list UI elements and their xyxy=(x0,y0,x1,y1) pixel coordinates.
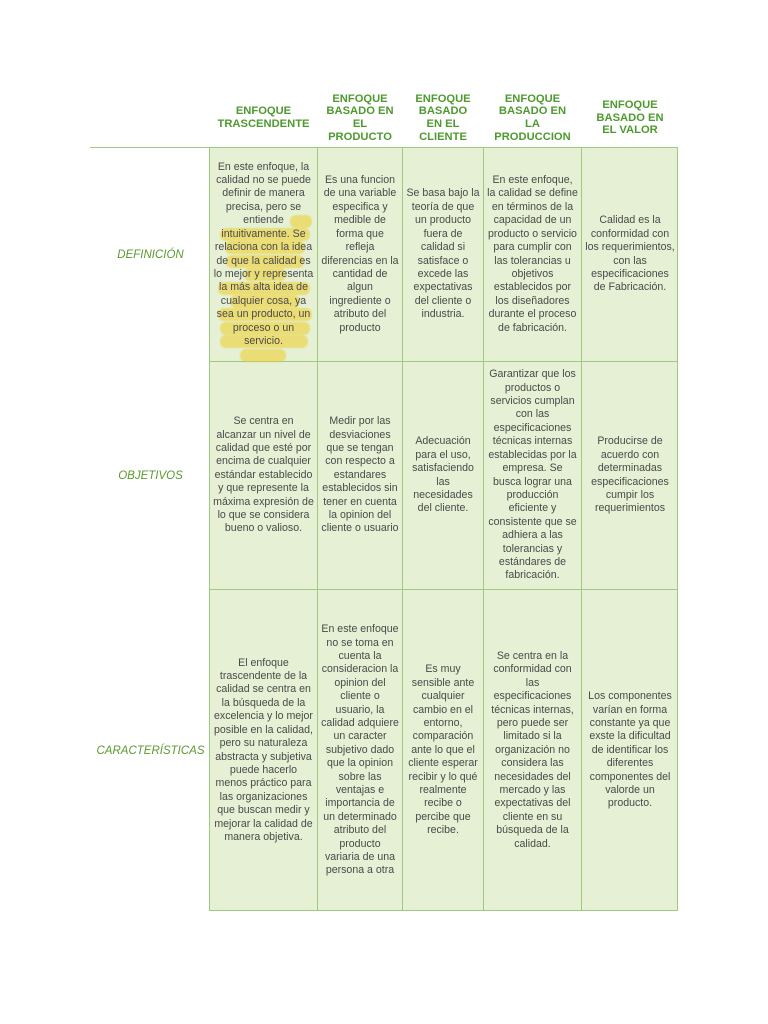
cell-caracteristicas-trascendente: El enfoque trascendente de la calidad se centra en la búsqueda de la excelencia y lo mejor posible en la calidad, pero su naturaleza abstracta y subjetiva puede hacerlo menos práctico para las organizaciones que buscan medir y mejorar la calidad de manera objetiva. xyxy=(214,656,313,843)
cell-definicion-produccion: En este enfoque, la calidad se define en términos de la capacidad de un producto o servicio para cumplir con las tolerancias u objetivos establecidos por los diseñadores durante el proceso de fabricación. xyxy=(487,174,578,334)
row-label-objetivos: OBJETIVOS xyxy=(118,469,183,482)
cell-objetivos-valor: Producirse de acuerdo con determinadas especificaciones cumpir los requerimientos xyxy=(591,435,669,515)
cell-definicion-producto: Es una funcion de una variable especifica y medible de forma que refleja diferencias en la cantidad de algun ingrediente o atributo del producto xyxy=(321,174,399,334)
cell-definicion-cliente: Se basa bajo la teoría de que un producto fuera de calidad si satisface o excede las expectativas del cliente o industria. xyxy=(406,187,480,321)
cell-caracteristicas-valor: Los componentes varían en forma constante ya que exste la dificultad de identificar los diferentes componentes del valorde un producto. xyxy=(588,690,672,810)
cell-objetivos-trascendente: Se centra en alcanzar un nivel de calidad que esté por encima de cualquier estándar establecido y que represente la máxima expresión de lo que se considera bueno o valioso. xyxy=(213,415,314,535)
header-cliente: ENFOQUE BASADO EN EL CLIENTE xyxy=(415,92,471,143)
cell-caracteristicas-produccion: Se centra en la conformidad con las especificaciones técnicas internas, pero puede ser limitado si la organización no considera las necesidades del mercado y las expectativas del cliente en su búsqueda de la calidad. xyxy=(491,649,574,850)
row-label-definicion: DEFINICIÓN xyxy=(117,248,184,261)
cell-definicion-trascendente: En este enfoque, la calidad no se puede definir de manera precisa, pero se entiende intuitivamente. Se relaciona con la idea de que la calidad es lo mejor y representa la más alta idea de cualquier cosa, ya sea un producto, un proceso o un servicio. xyxy=(213,160,314,347)
cell-objetivos-produccion: Garantizar que los productos o servicios cumplan con las especificaciones técnicas internas establecidas por la empresa. Se busca lograr una producción eficiente y consistente que se adhiera a las tolerancias y estándares de fabricación. xyxy=(488,368,577,582)
cell-objetivos-producto: Medir por las desviaciones que se tengan con respecto a estandares establecidos sin tener en cuenta la opinion del cliente o usuario xyxy=(321,415,399,535)
header-valor: ENFOQUE BASADO EN EL VALOR xyxy=(596,99,664,137)
header-producto: ENFOQUE BASADO EN EL PRODUCTO xyxy=(326,92,394,143)
cell-definicion-valor: Calidad es la conformidad con los requerimientos, con las especificaciones de Fabricación. xyxy=(585,214,675,294)
header-produccion: ENFOQUE BASADO EN LA PRODUCCION xyxy=(494,92,571,143)
cell-caracteristicas-producto: En este enfoque no se toma en cuenta la consideracion la opinion del cliente o usuario, la calidad adquiere un caracter subjetivo dado que la opinion sobre las ventajas e importancia de un determinado atributo del producto variaria de una persona a otra xyxy=(321,623,399,877)
cell-objetivos-cliente: Adecuación para el uso, satisfaciendo las necesidades del cliente. xyxy=(412,435,474,515)
row-label-caracteristicas: CARACTERÍSTICAS xyxy=(96,744,205,757)
header-trascendente: ENFOQUE TRASCENDENTE xyxy=(217,105,310,130)
cell-caracteristicas-cliente: Es muy sensible ante cualquier cambio en el entorno, comparación ante lo que el cliente esperar recibir y lo qué realmente recibe o percibe que recibe. xyxy=(408,663,478,837)
